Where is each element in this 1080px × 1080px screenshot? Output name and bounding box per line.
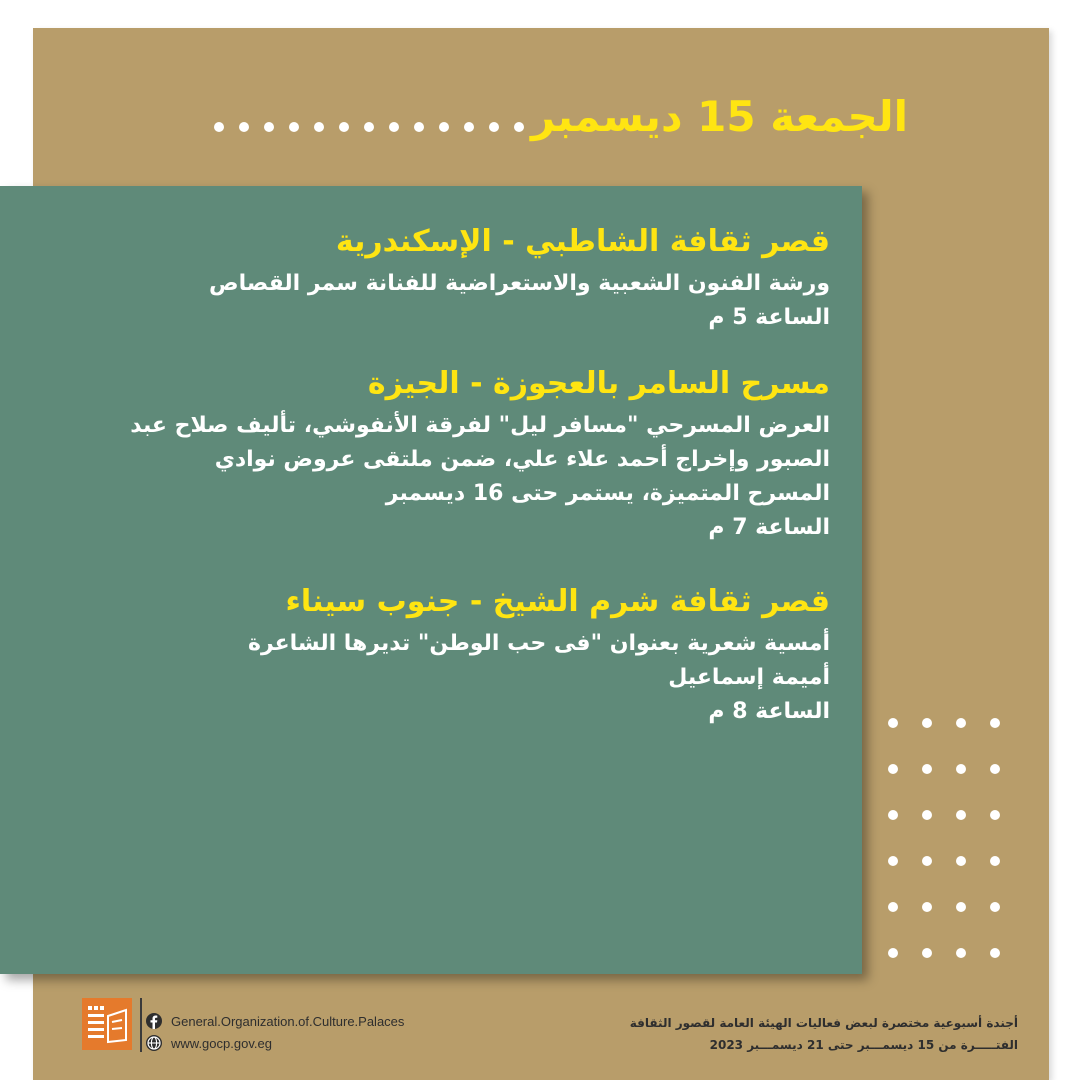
event-venue: قصر ثقافة الشاطبي - الإسكندرية: [335, 224, 830, 259]
footer-divider: [140, 998, 142, 1052]
decorative-dot-row: [214, 121, 524, 133]
event-description: العرض المسرحي "مسافر ليل" لفرقة الأنفوشي، تأليف صلاح عبد: [130, 413, 830, 438]
event-time: الساعة 7 م: [708, 515, 830, 540]
gocp-logo-icon: [82, 998, 132, 1050]
event-description: ورشة الفنون الشعبية والاستعراضية للفنانة سمر القصاص: [209, 271, 830, 296]
event-description: المسرح المتميزة، يستمر حتى 16 ديسمبر: [385, 481, 830, 506]
agenda-note: [618, 1012, 1018, 1056]
facebook-icon: [146, 1013, 162, 1029]
agenda-line-1: أجندة أسبوعية مختصرة لبعض فعاليات الهيئة العامة لقصور الثقافة: [629, 1016, 1018, 1030]
agenda-period: الفتـــــرة من 15 ديسمـــبر حتى 21 ديسمـــبر 2023: [709, 1038, 1018, 1052]
facebook-label: General.Organization.of.Culture.Palaces: [171, 1013, 405, 1029]
footer-links: [146, 1010, 404, 1054]
event-item: [90, 218, 830, 334]
event-item: [90, 360, 830, 544]
website-link[interactable]: [146, 1032, 404, 1054]
globe-icon: [146, 1035, 162, 1051]
event-time: الساعة 5 م: [708, 305, 830, 330]
decorative-dot-grid: [888, 718, 996, 958]
event-venue: مسرح السامر بالعجوزة - الجيزة: [367, 366, 830, 401]
event-description: أميمة إسماعيل: [668, 665, 830, 690]
website-label: www.gocp.gov.eg: [171, 1035, 272, 1051]
event-time: الساعة 8 م: [708, 699, 830, 724]
event-description: الصبور وإخراج أحمد علاء علي، ضمن ملتقى عروض نوادي: [214, 447, 830, 472]
events-list: [90, 218, 830, 754]
event-item: [90, 578, 830, 728]
event-venue: قصر ثقافة شرم الشيخ - جنوب سيناء: [285, 584, 830, 619]
page-title: الجمعة 15 ديسمبر: [531, 92, 908, 141]
facebook-link[interactable]: [146, 1010, 404, 1032]
event-description: أمسية شعرية بعنوان "فى حب الوطن" تديرها الشاعرة: [247, 631, 830, 656]
